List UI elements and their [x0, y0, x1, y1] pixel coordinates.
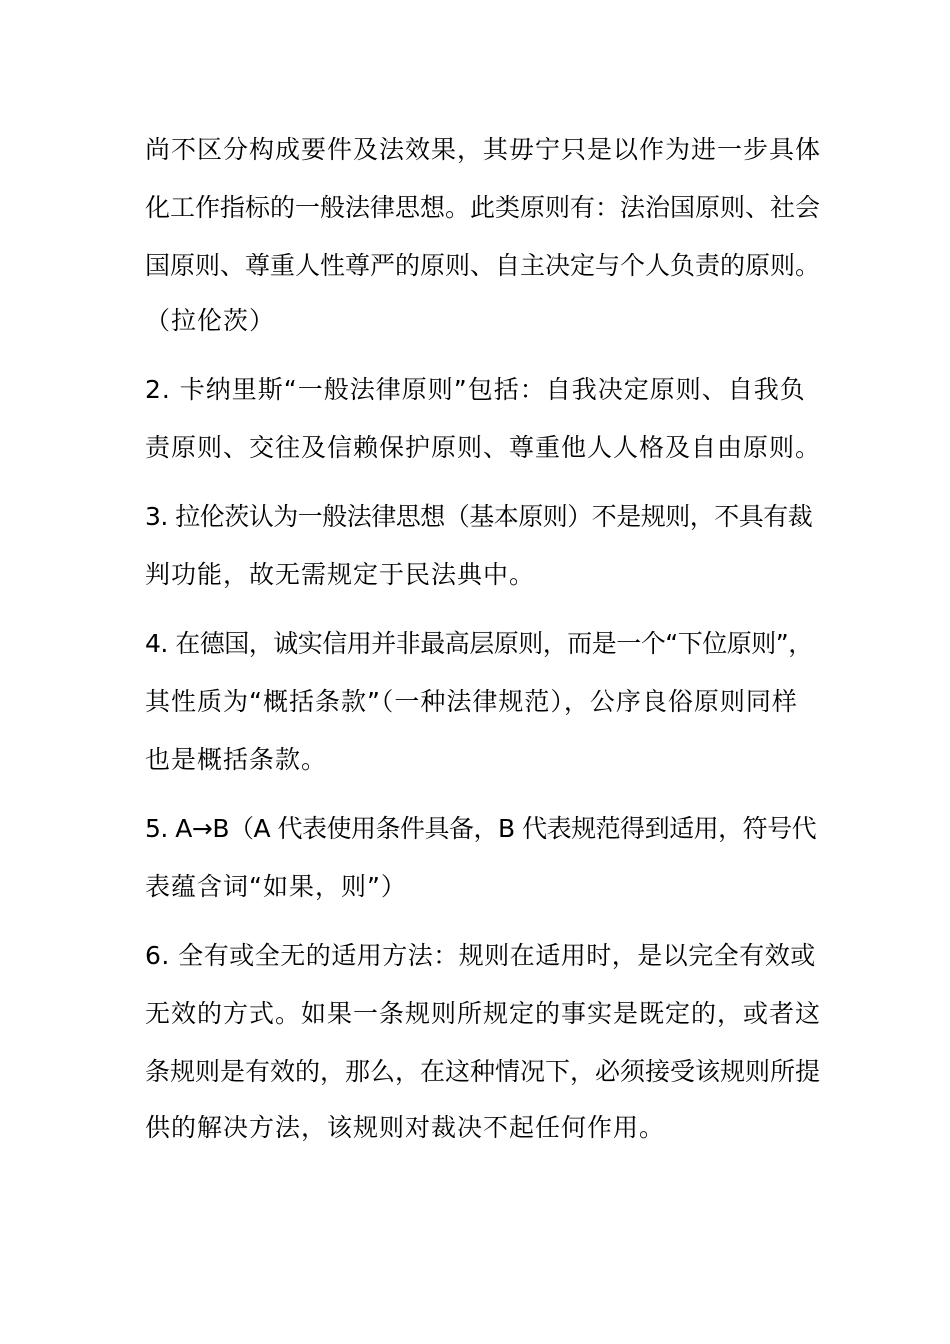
text-line: 条规则是有效的，那么，在这种情况下，必须接受该规则所提 — [145, 1057, 821, 1086]
text-line: 责原则、交往及信赖保护原则、尊重他人人格及自由原则。 — [145, 433, 822, 462]
text-line: 表蕴含词“如果，则”） — [145, 872, 407, 901]
text-line: 也是概括条款。 — [145, 745, 328, 774]
text-line: 国原则、尊重人性尊严的原则、自主决定与个人负责的原则。 — [145, 251, 821, 280]
text-line: 化工作指标的一般法律思想。此类原则有：法治国原则、社会 — [145, 193, 821, 222]
text-line: 5. A→B（A 代表使用条件具备，B 代表规范得到适用，符号代 — [145, 814, 817, 843]
text-line: 2. 卡纳里斯“一般法律原则”包括：自我决定原则、自我负 — [145, 375, 806, 404]
text-line: 尚不区分构成要件及法效果，其毋宁只是以作为进一步具体 — [145, 135, 822, 164]
text-line: 4. 在德国，诚实信用并非最高层原则，而是一个“下位原则”， — [145, 629, 813, 658]
text-line: 6. 全有或全无的适用方法：规则在适用时，是以完全有效或 — [145, 941, 816, 970]
text-line: （拉伦茨） — [145, 306, 276, 335]
text-line: 判功能，故无需规定于民法典中。 — [145, 560, 536, 589]
text-line: 其性质为“概括条款”（一种法律规范），公序良俗原则同样 — [145, 687, 798, 716]
text-line: 供的解决方法，该规则对裁决不起任何作用。 — [145, 1113, 666, 1142]
text-line: 无效的方式。如果一条规则所规定的事实是既定的，或者这 — [145, 999, 822, 1028]
text-line: 3. 拉伦茨认为一般法律思想（基本原则）不是规则，不具有裁 — [145, 502, 813, 531]
